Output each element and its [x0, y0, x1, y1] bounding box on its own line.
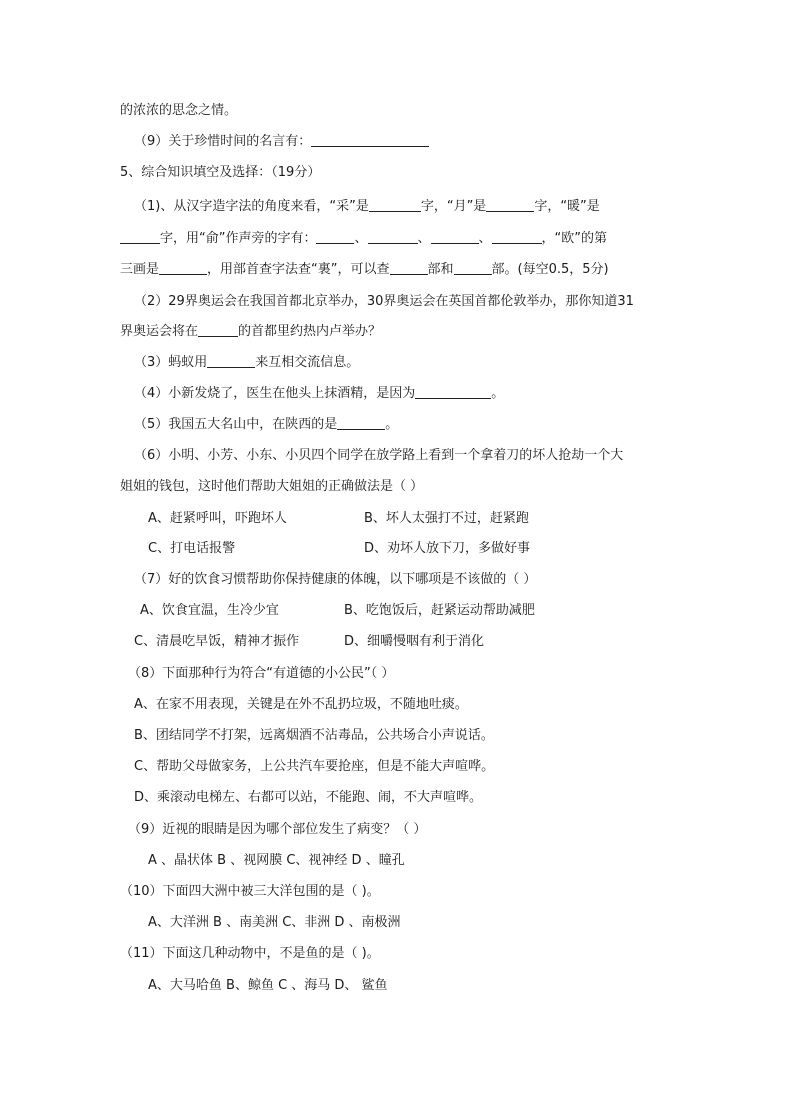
text-line [134, 132, 429, 152]
text-segment: 部。(每空0.5，5分) [491, 262, 609, 277]
answer-blank [390, 260, 428, 275]
text-line [134, 384, 504, 404]
options-row [148, 851, 405, 871]
answer-blank [486, 197, 534, 212]
text-segment: A 、晶状体 B 、视网膜 C、视神经 D 、瞳孔 [148, 853, 405, 868]
options-row [148, 976, 388, 996]
options-row [148, 913, 401, 933]
answer-blank [369, 197, 421, 212]
text-segment: （1)、从汉字造字法的角度来看，“采”是 [134, 199, 369, 214]
text-segment: D、乘滚动电梯左、右都可以站，不能跑、闹，不大声喧哗。 [134, 790, 483, 805]
answer-blank [415, 384, 491, 399]
answer-blank [159, 260, 207, 275]
text-segment: 部和 [427, 262, 454, 277]
text-segment: （2）29界奥运会在我国首都北京举办，30界奥运会在英国首都伦敦举办，那你知道31 [134, 294, 634, 309]
text-line [134, 197, 600, 217]
text-line [120, 229, 607, 249]
text-segment: C、打电话报警 [148, 541, 236, 556]
option-a [140, 601, 279, 621]
text-line [120, 944, 380, 964]
text-segment: 的首都里约热内卢举办？ [238, 324, 382, 339]
answer-blank [198, 322, 238, 337]
option-b [364, 509, 529, 529]
text-segment: A、大马哈鱼 B、鲸鱼 C 、海马 D、 鲨鱼 [148, 978, 388, 993]
text-segment: D、细嚼慢咽有利于消化 [344, 634, 485, 649]
text-segment: 的浓浓的思念之情。 [120, 103, 238, 118]
text-segment: ，“欧”的第 [541, 231, 608, 246]
text-line [120, 101, 237, 121]
answer-blank [120, 229, 160, 244]
text-segment: 三画是 [120, 262, 160, 277]
text-segment: B、团结同学不打架，远离烟酒不沾毒品，公共场合小声说话。 [134, 728, 494, 743]
text-segment: （4）小新发烧了，医生在他头上抹酒精，是因为 [134, 386, 416, 401]
text-segment: C、帮助父母做家务，上公共汽车要抢座，但是不能大声喧哗。 [134, 759, 495, 774]
text-segment: 界奥运会将在 [120, 324, 199, 339]
text-segment: 。 [491, 386, 505, 401]
text-segment: （5）我国五大名山中，在陕西的是 [134, 417, 338, 432]
option-d [134, 788, 482, 808]
text-segment: （9）关于珍惜时间的名言有： [134, 134, 312, 149]
text-segment: 、 [354, 231, 368, 246]
text-segment: 、 [478, 231, 492, 246]
answer-blank [431, 229, 479, 244]
option-c [134, 757, 494, 777]
text-segment: ，用部首查字法查“裏”，可以查 [207, 262, 390, 277]
text-segment: C、清晨吃早饭，精神才振作 [134, 634, 300, 649]
text-segment: 姐姐的钱包，这时他们帮助大姐姐的正确做法是（ ） [120, 479, 424, 494]
text-line [134, 353, 359, 373]
text-segment: A、赶紧呼叫，吓跑坏人 [148, 511, 287, 526]
text-line [128, 664, 394, 684]
text-segment: A、饮食宜温，生冷少宜 [140, 603, 279, 618]
answer-blank [207, 353, 255, 368]
text-segment: A、在家不用表现，关键是在外不乱扔垃圾，不随地吐痰。 [134, 697, 468, 712]
text-line [134, 292, 634, 312]
text-segment: B、吃饱饭后，赶紧运动帮助减肥 [344, 603, 535, 618]
text-line [120, 477, 423, 497]
text-segment: 来互相交流信息。 [255, 355, 360, 370]
option-c [148, 539, 235, 559]
option-c [134, 632, 299, 652]
text-segment: 字，“月”是 [420, 199, 487, 214]
text-segment: 字，“暖”是 [534, 199, 600, 214]
text-segment: （7）好的饮食习惯帮助你保持健康的体魄，以下哪项是不该做的（ ） [134, 572, 537, 587]
option-b [134, 726, 494, 746]
text-segment: 5、综合知识填空及选择：（19分） [120, 165, 321, 180]
text-line [134, 570, 536, 590]
text-segment: （8）下面那种行为符合“有道德的小公民”（ ） [128, 666, 395, 681]
text-segment: （10）下面四大洲中被三大洋包围的是（ )。 [120, 884, 380, 899]
text-segment: （11）下面这几种动物中，不是鱼的是（ )。 [120, 946, 380, 961]
answer-blank [454, 260, 492, 275]
answer-blank [337, 415, 385, 430]
option-d [344, 632, 484, 652]
text-segment: A、大洋洲 B 、南美洲 C、非洲 D 、南极洲 [148, 915, 401, 930]
text-segment: 。 [385, 417, 399, 432]
text-segment: 字，用“俞”作声旁的字有： [160, 231, 317, 246]
text-line [128, 820, 426, 840]
text-line [120, 322, 381, 342]
option-b [344, 601, 535, 621]
text-segment: （9）近视的眼睛是因为哪个部位发生了病变？（ ） [128, 822, 427, 837]
text-line [120, 882, 380, 902]
option-d [364, 539, 530, 559]
text-line [120, 260, 609, 280]
answer-blank [368, 229, 418, 244]
option-a [148, 509, 287, 529]
answer-blank [492, 229, 542, 244]
section-heading [120, 163, 320, 183]
text-segment: D、劝坏人放下刀，多做好事 [364, 541, 531, 556]
text-segment: （3）蚂蚁用 [134, 355, 208, 370]
option-a [134, 695, 468, 715]
answer-blank [311, 132, 429, 147]
text-line [134, 446, 623, 466]
text-segment: （6）小明、小芳、小东、小贝四个同学在放学路上看到一个拿着刀的坏人抢劫一个大 [134, 448, 624, 463]
text-segment: 、 [417, 231, 431, 246]
text-segment: B、坏人太强打不过，赶紧跑 [364, 511, 529, 526]
answer-blank [316, 229, 354, 244]
text-line [134, 415, 398, 435]
